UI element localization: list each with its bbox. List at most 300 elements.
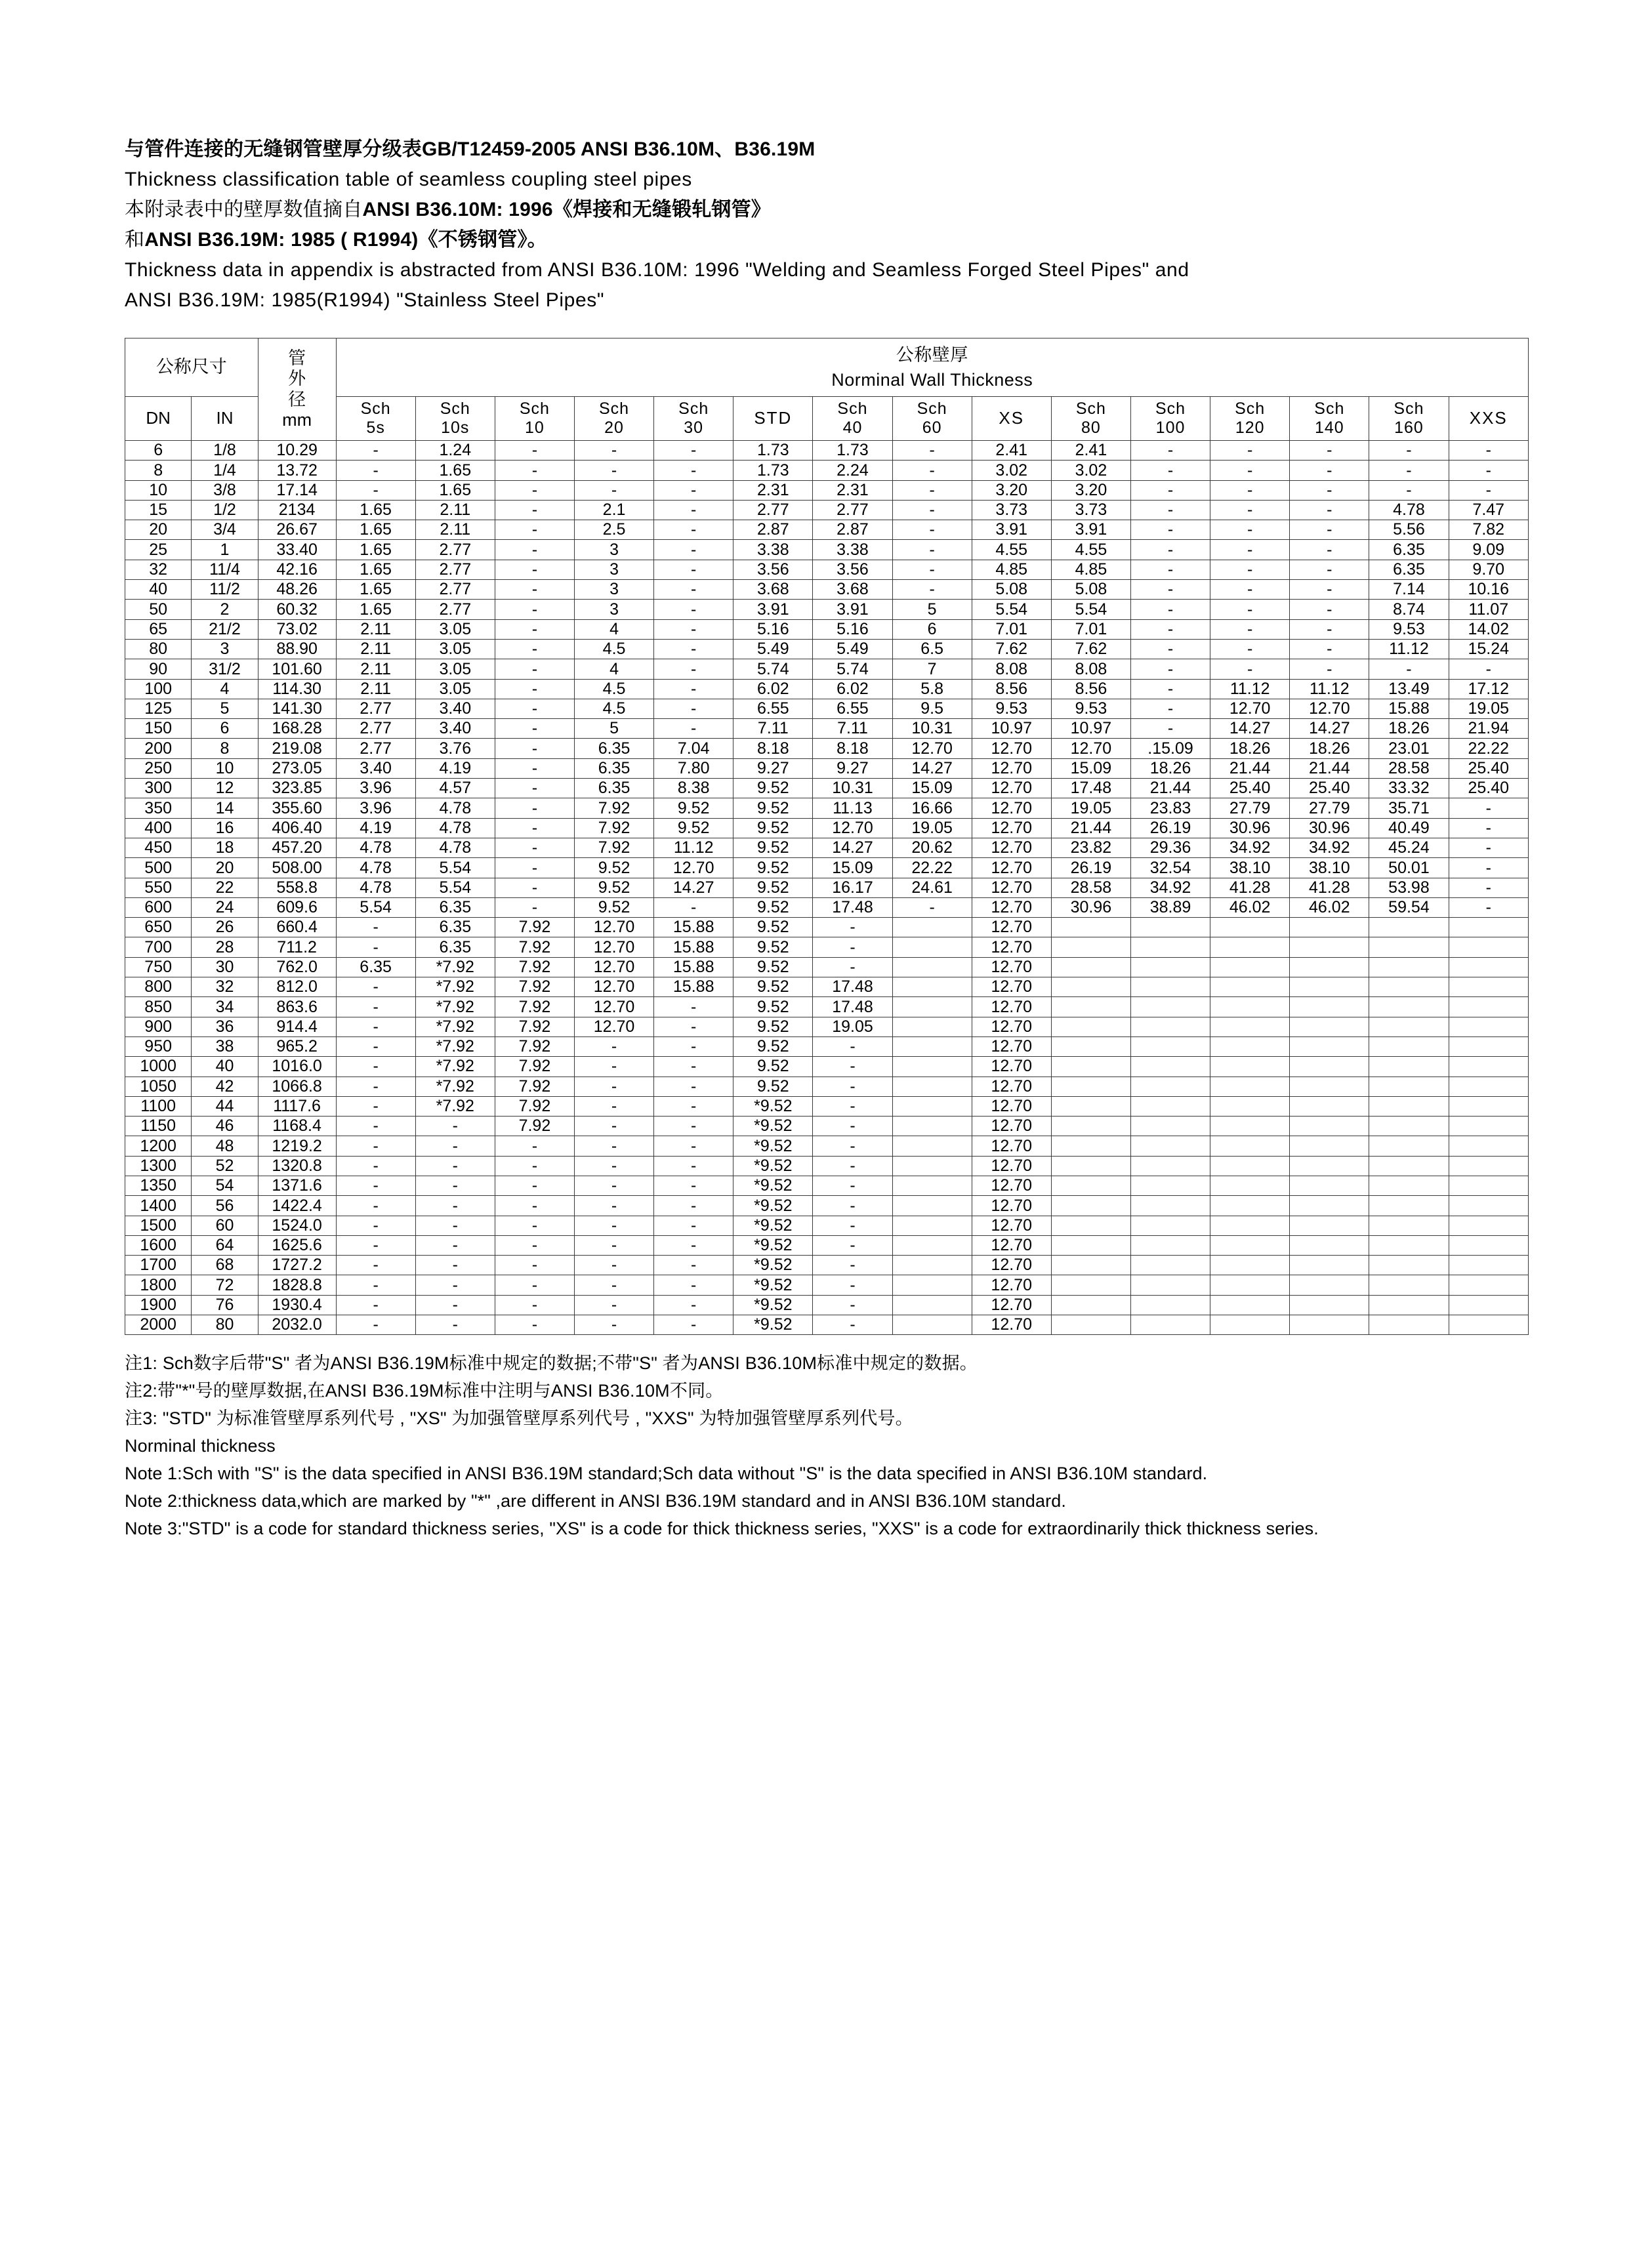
cell-thickness: - [495,461,574,480]
cell-thickness: 40.49 [1369,818,1449,838]
cell-thickness: - [336,977,415,997]
cell-thickness: - [495,1156,574,1176]
cell-thickness: 1.65 [415,480,495,500]
cell-thickness: *7.92 [415,1036,495,1056]
cell-thickness: 12.70 [972,1077,1051,1096]
cell-thickness: 7.92 [495,1096,574,1116]
cell-thickness: 23.01 [1369,739,1449,758]
table-row [125,1315,1529,1335]
cell-thickness: 17.12 [1449,679,1528,699]
cell-thickness: - [813,1117,892,1136]
cell-thickness: 14.27 [1290,719,1369,739]
cell-thickness: - [1290,520,1369,540]
cell-thickness: - [495,798,574,818]
cell-thickness: 35.71 [1369,798,1449,818]
header-col-2 [495,397,574,441]
cell-thickness: 4.78 [415,798,495,818]
cell-thickness: - [415,1315,495,1335]
cell-dn: 300 [125,779,192,798]
cell-thickness: - [1290,500,1369,520]
cell-thickness: - [495,818,574,838]
cell-thickness: - [1449,818,1528,838]
cell-thickness: - [495,1275,574,1295]
table-row [125,977,1529,997]
cell-thickness: - [336,1256,415,1275]
heading-line-3 [125,195,1527,225]
cell-thickness: 2.77 [415,540,495,560]
cell-thickness: 17.48 [813,897,892,917]
cell-in: 3/8 [192,480,258,500]
cell-thickness: - [1130,560,1210,579]
cell-thickness: 7.82 [1449,520,1528,540]
cell-thickness: *9.52 [733,1235,813,1255]
cell-thickness [1449,1077,1528,1096]
cell-thickness: - [574,1156,653,1176]
cell-thickness: 26.19 [1130,818,1210,838]
cell-thickness: - [654,679,733,699]
cell-thickness: 12.70 [972,798,1051,818]
cell-thickness: 15.88 [654,957,733,977]
cell-thickness: *7.92 [415,957,495,977]
cell-thickness: 6.35 [415,897,495,917]
cell-od: 762.0 [258,957,336,977]
table-row [125,997,1529,1017]
cell-thickness [1369,1156,1449,1176]
cell-thickness: 7.62 [1051,639,1130,659]
cell-dn: 1100 [125,1096,192,1116]
cell-thickness [1130,1176,1210,1195]
cell-thickness [1369,1096,1449,1116]
cell-thickness [1290,1017,1369,1036]
cell-thickness [1130,1036,1210,1056]
cell-thickness: - [336,1315,415,1335]
cell-thickness: 16.17 [813,878,892,897]
cell-thickness: - [495,560,574,579]
cell-thickness: 7.92 [495,1117,574,1136]
cell-in: 3/4 [192,520,258,540]
table-row [125,779,1529,798]
cell-thickness [1210,1057,1290,1077]
cell-dn: 1600 [125,1235,192,1255]
cell-thickness: - [1210,560,1290,579]
cell-thickness [1449,1156,1528,1176]
heading-line-2: Thickness classification table of seamless coupling steel pipes [125,169,692,190]
cell-thickness [1210,1036,1290,1056]
cell-thickness: 9.52 [574,897,653,917]
cell-thickness: 3.20 [972,480,1051,500]
cell-thickness: 3.05 [415,619,495,639]
cell-thickness: 7 [892,659,972,679]
table-row [125,897,1529,917]
cell-thickness: 17.48 [813,997,892,1017]
cell-thickness [1130,1275,1210,1295]
cell-thickness [1130,1136,1210,1156]
cell-thickness: 12.70 [1210,699,1290,718]
header-col-4 [654,397,733,441]
cell-thickness: 3.76 [415,739,495,758]
cell-thickness: 12.70 [574,918,653,937]
cell-thickness [1130,918,1210,937]
cell-thickness: *9.52 [733,1275,813,1295]
note-en-1: Note 1:Sch with "S" is the data specified in ANSI B36.19M standard;Sch data without "S" is the data specified in ANSI B36.10M standard. [125,1464,1208,1484]
cell-thickness: 12.70 [972,977,1051,997]
cell-in: 21/2 [192,619,258,639]
table-row [125,659,1529,679]
cell-thickness: 9.52 [733,818,813,838]
cell-in: 22 [192,878,258,897]
cell-in: 40 [192,1057,258,1077]
header-col-13-l2: 160 [1394,419,1424,437]
cell-od: 323.85 [258,779,336,798]
cell-thickness: 3 [574,580,653,600]
cell-thickness: 3.68 [813,580,892,600]
cell-dn: 80 [125,639,192,659]
cell-thickness: 5.16 [733,619,813,639]
cell-thickness [1369,1275,1449,1295]
cell-in: 18 [192,838,258,857]
cell-thickness: 8.18 [733,739,813,758]
cell-thickness: 4.5 [574,639,653,659]
cell-thickness: 12.70 [574,937,653,957]
cell-thickness [1369,1295,1449,1315]
cell-thickness [892,997,972,1017]
cell-thickness: - [654,461,733,480]
cell-thickness: 8.56 [1051,679,1130,699]
cell-thickness: 7.92 [495,918,574,937]
cell-thickness: - [336,1077,415,1096]
table-row [125,719,1529,739]
cell-od: 141.30 [258,699,336,718]
cell-od: 42.16 [258,560,336,579]
cell-in: 64 [192,1235,258,1255]
table-row [125,639,1529,659]
cell-thickness: - [1130,699,1210,718]
cell-thickness: 3.68 [733,580,813,600]
cell-thickness [1369,1036,1449,1056]
cell-thickness [1051,1017,1130,1036]
cell-thickness [1130,1216,1210,1235]
cell-thickness: 11.12 [1290,679,1369,699]
cell-thickness [1051,1295,1130,1315]
cell-in: 1/8 [192,441,258,461]
header-wall-cn: 公称壁厚 [896,345,968,365]
cell-thickness [892,1136,972,1156]
cell-thickness: - [495,1196,574,1216]
cell-in: 46 [192,1117,258,1136]
cell-thickness: 3.96 [336,798,415,818]
table-row [125,1176,1529,1195]
cell-thickness [892,1057,972,1077]
cell-thickness: 7.11 [813,719,892,739]
cell-in: 24 [192,897,258,917]
cell-thickness: 2.24 [813,461,892,480]
cell-in: 48 [192,1136,258,1156]
cell-thickness: - [654,600,733,619]
cell-thickness: - [654,1136,733,1156]
cell-od: 863.6 [258,997,336,1017]
cell-thickness: 2.77 [336,739,415,758]
cell-od: 26.67 [258,520,336,540]
cell-thickness: - [1210,619,1290,639]
cell-thickness: - [1290,560,1369,579]
cell-thickness [892,1196,972,1216]
note-cn-3: 注3: "STD" 为标准管壁厚系列代号 , "XS" 为加强管壁厚系列代号 , "XXS" 为特加强管壁厚系列代号。 [125,1408,913,1429]
cell-in: 60 [192,1216,258,1235]
cell-thickness: 6.35 [415,918,495,937]
cell-in: 68 [192,1256,258,1275]
cell-thickness: - [495,679,574,699]
cell-thickness: - [1449,441,1528,461]
cell-thickness: 9.52 [733,1077,813,1096]
cell-thickness [1051,1315,1130,1335]
header-col-10-l2: 100 [1155,419,1186,437]
cell-thickness [1130,977,1210,997]
cell-thickness: 15.24 [1449,639,1528,659]
cell-thickness: - [336,1057,415,1077]
cell-dn: 350 [125,798,192,818]
cell-od: 2134 [258,500,336,520]
header-dn: DN [125,397,192,441]
cell-thickness: - [892,520,972,540]
cell-thickness: - [336,1117,415,1136]
cell-thickness: 1.73 [813,441,892,461]
cell-thickness [1449,1196,1528,1216]
cell-thickness: 15.09 [813,858,892,878]
cell-thickness [1369,977,1449,997]
cell-thickness: - [495,441,574,461]
cell-thickness: 12.70 [972,1156,1051,1176]
cell-thickness: - [813,1136,892,1156]
cell-thickness: 9.52 [733,897,813,917]
cell-thickness [1210,1235,1290,1255]
cell-in: 76 [192,1295,258,1315]
cell-in: 42 [192,1077,258,1096]
cell-thickness [1369,1256,1449,1275]
cell-thickness: 9.52 [574,858,653,878]
cell-thickness: - [336,1275,415,1295]
cell-thickness: *7.92 [415,1017,495,1036]
cell-dn: 650 [125,918,192,937]
table-row [125,540,1529,560]
cell-thickness: 9.53 [972,699,1051,718]
cell-thickness: - [654,1315,733,1335]
cell-thickness [1449,977,1528,997]
cell-thickness [1290,1275,1369,1295]
cell-thickness: - [654,500,733,520]
cell-thickness: 3.02 [972,461,1051,480]
cell-in: 52 [192,1156,258,1176]
header-col-0-l2: 5s [366,419,385,437]
cell-thickness: - [574,1096,653,1116]
cell-thickness: - [495,858,574,878]
cell-thickness: 7.92 [574,798,653,818]
cell-thickness: 19.05 [892,818,972,838]
cell-thickness [892,977,972,997]
cell-dn: 1000 [125,1057,192,1077]
cell-od: 73.02 [258,619,336,639]
cell-thickness: *7.92 [415,977,495,997]
cell-od: 965.2 [258,1036,336,1056]
cell-thickness [1369,1117,1449,1136]
cell-thickness: 8.18 [813,739,892,758]
cell-thickness: - [1210,500,1290,520]
cell-thickness: 19.05 [1051,798,1130,818]
cell-thickness: 4.78 [415,838,495,857]
header-col-7 [892,397,972,441]
cell-thickness: 20.62 [892,838,972,857]
cell-thickness [1051,1096,1130,1116]
cell-thickness: 3.91 [1051,520,1130,540]
cell-thickness: 11.12 [654,838,733,857]
cell-thickness: - [574,1176,653,1195]
cell-thickness [1051,1077,1130,1096]
cell-thickness: 19.05 [813,1017,892,1036]
cell-thickness: 12.70 [574,997,653,1017]
cell-thickness: 12.70 [972,758,1051,778]
cell-od: 1371.6 [258,1176,336,1195]
cell-thickness: 17.48 [813,977,892,997]
cell-thickness: - [654,1017,733,1036]
cell-thickness: 12.70 [1290,699,1369,718]
cell-dn: 850 [125,997,192,1017]
cell-thickness: 2.77 [415,580,495,600]
table-row [125,619,1529,639]
cell-thickness: 12.70 [972,997,1051,1017]
table-row [125,1295,1529,1315]
cell-thickness [892,1077,972,1096]
cell-dn: 10 [125,480,192,500]
table-row [125,1256,1529,1275]
cell-thickness: 25.40 [1449,779,1528,798]
cell-od: 1727.2 [258,1256,336,1275]
cell-thickness: - [415,1275,495,1295]
header-col-11-l2: 120 [1235,419,1265,437]
table-row [125,461,1529,480]
cell-dn: 250 [125,758,192,778]
cell-thickness: 9.52 [654,818,733,838]
cell-thickness: 6.35 [1369,540,1449,560]
cell-thickness: - [654,1036,733,1056]
cell-thickness: - [1210,520,1290,540]
cell-dn: 1300 [125,1156,192,1176]
cell-dn: 100 [125,679,192,699]
table-body [125,441,1529,1335]
cell-thickness: 9.52 [733,1017,813,1036]
cell-thickness: *9.52 [733,1096,813,1116]
cell-thickness: - [574,1315,653,1335]
cell-thickness: 12.70 [813,818,892,838]
cell-in: 36 [192,1017,258,1036]
cell-thickness [1290,1096,1369,1116]
cell-thickness: 9.52 [733,957,813,977]
cell-thickness [1369,918,1449,937]
cell-thickness: 5.54 [336,897,415,917]
cell-thickness: 5.49 [813,639,892,659]
cell-thickness: 12.70 [972,1136,1051,1156]
cell-thickness: - [336,1235,415,1255]
cell-thickness: 22.22 [1449,739,1528,758]
cell-thickness: 4.55 [972,540,1051,560]
cell-thickness: 21.44 [1051,818,1130,838]
cell-thickness: 53.98 [1369,878,1449,897]
header-col-12-l2: 140 [1314,419,1344,437]
cell-thickness: *9.52 [733,1315,813,1335]
cell-thickness [892,937,972,957]
cell-thickness: 1.65 [336,580,415,600]
header-col-9 [1051,397,1130,441]
cell-thickness: 9.52 [733,838,813,857]
cell-thickness: 2.11 [336,619,415,639]
header-col-1-l2: 10s [441,419,470,437]
header-od-cn: 管 外 径 [288,348,306,409]
cell-thickness: - [495,480,574,500]
cell-thickness: - [1449,798,1528,818]
cell-thickness: - [892,560,972,579]
header-col-3-l1: Sch [599,400,630,419]
cell-thickness: 12.70 [1051,739,1130,758]
cell-thickness [1449,957,1528,977]
cell-thickness: 3.40 [415,699,495,718]
cell-od: 1016.0 [258,1057,336,1077]
cell-in: 2 [192,600,258,619]
cell-thickness [1210,1096,1290,1116]
cell-thickness: - [1130,679,1210,699]
cell-od: 60.32 [258,600,336,619]
cell-thickness [892,1295,972,1315]
header-col-6-l1: Sch [837,400,868,419]
cell-dn: 600 [125,897,192,917]
cell-thickness: - [1369,441,1449,461]
cell-thickness: 12.70 [972,1315,1051,1335]
cell-thickness: 12.70 [972,1117,1051,1136]
cell-thickness: - [336,1017,415,1036]
cell-od: 812.0 [258,977,336,997]
cell-thickness [1290,1156,1369,1176]
cell-thickness: - [892,441,972,461]
cell-thickness [1130,1196,1210,1216]
header-col-10-l1: Sch [1155,400,1186,419]
cell-thickness: 3.38 [813,540,892,560]
cell-thickness: 3.40 [415,719,495,739]
cell-thickness: - [1210,659,1290,679]
cell-thickness: - [654,1117,733,1136]
cell-thickness: 12.70 [972,1096,1051,1116]
cell-od: 114.30 [258,679,336,699]
cell-thickness: - [415,1117,495,1136]
cell-thickness: 9.52 [654,798,733,818]
cell-thickness: 4.55 [1051,540,1130,560]
cell-thickness: - [892,897,972,917]
cell-thickness: 34.92 [1210,838,1290,857]
cell-thickness: 9.52 [574,878,653,897]
cell-thickness [892,1176,972,1195]
cell-thickness: - [1290,540,1369,560]
cell-dn: 1700 [125,1256,192,1275]
cell-thickness: - [415,1256,495,1275]
cell-dn: 200 [125,739,192,758]
cell-thickness: 8.08 [972,659,1051,679]
heading-line-4 [125,225,1527,255]
cell-thickness: - [336,480,415,500]
cell-thickness: - [336,1176,415,1195]
cell-thickness: 28.58 [1051,878,1130,897]
cell-thickness [1369,1017,1449,1036]
cell-thickness [1210,1156,1290,1176]
cell-in: 32 [192,977,258,997]
cell-thickness: 4.57 [415,779,495,798]
cell-thickness: 13.49 [1369,679,1449,699]
cell-thickness: - [654,719,733,739]
